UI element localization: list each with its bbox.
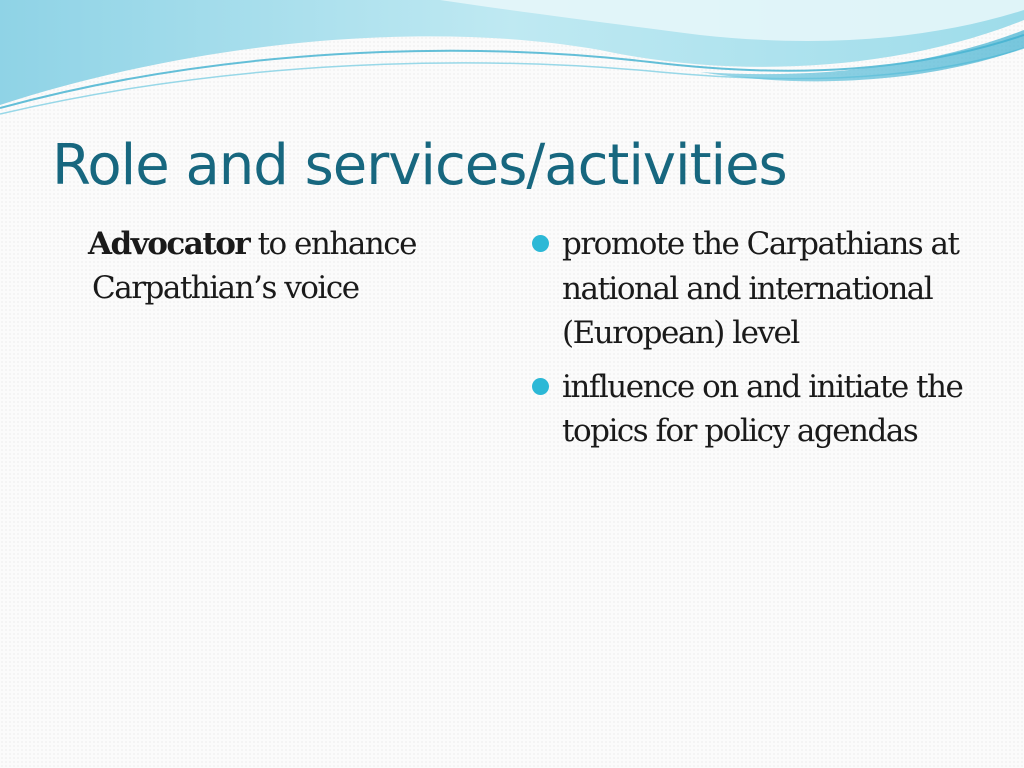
bullet-list	[532, 222, 1002, 463]
left-text-line1	[88, 222, 488, 266]
left-rest-line1: to enhance	[249, 226, 416, 262]
left-text-line2: Carpathian’s voice	[92, 270, 359, 306]
bullet-text: promote the Carpathians at national and international (European) level	[562, 226, 959, 351]
bullet-dot-icon	[532, 378, 549, 395]
advocator-bold: Advocator	[88, 226, 250, 262]
bullet-item	[532, 222, 1002, 356]
bullet-text: influence on and initiate the topics for policy agendas	[562, 368, 963, 449]
bullet-dot-icon	[532, 235, 549, 252]
left-text-block	[88, 222, 488, 310]
header-wave-decoration	[0, 0, 1024, 130]
slide-title: Role and services/activities	[52, 133, 787, 198]
bullet-item	[532, 365, 1002, 454]
